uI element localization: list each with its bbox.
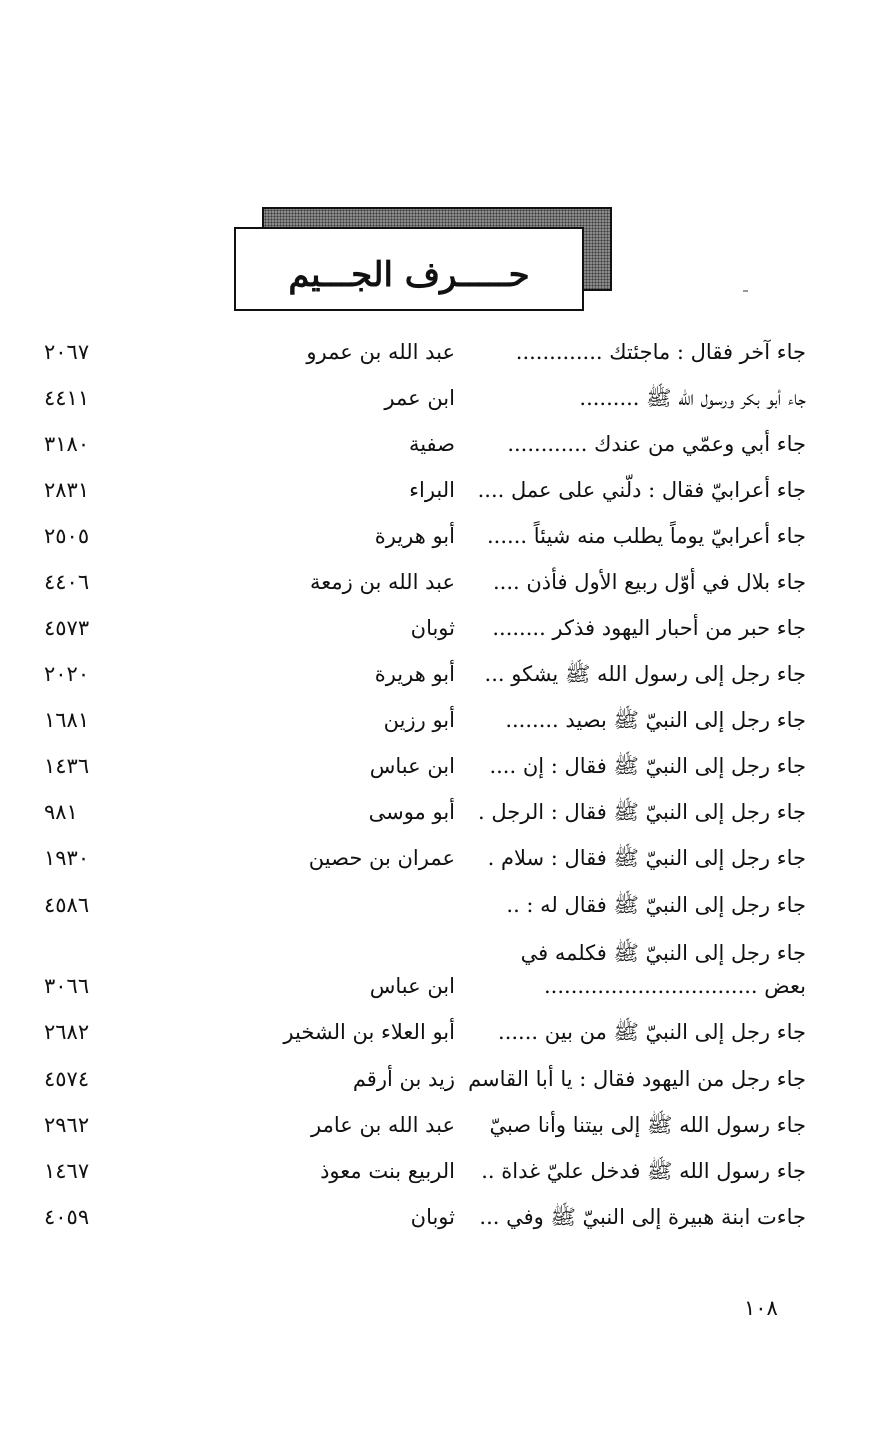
page-number: ١٠٨ bbox=[744, 1296, 778, 1320]
hadith-number: ٢٠٢٠ bbox=[44, 662, 90, 686]
hadith-number: ٤٤١١ bbox=[44, 386, 90, 410]
hadith-phrase: جاء آخر فقال : ماجئتك ............. bbox=[515, 340, 806, 364]
hadith-phrase: جاء أعرابيّ فقال : دلّني على عمل .... bbox=[477, 478, 806, 502]
hadith-number: ٢٩٦٢ bbox=[44, 1113, 90, 1137]
hadith-number: ٩٨١ bbox=[44, 800, 78, 824]
hadith-phrase: جاء رجل إلى النبيّ ﷺ فقال : إن .... bbox=[489, 754, 806, 778]
hadith-phrase: جاء رجل إلى النبيّ ﷺ فقال له : .. bbox=[506, 893, 806, 917]
index-row bbox=[0, 707, 891, 753]
index-row bbox=[0, 1066, 891, 1112]
narrator: عبد الله بن عمرو bbox=[306, 340, 455, 364]
index-row bbox=[0, 799, 891, 845]
hadith-phrase bbox=[521, 937, 806, 1003]
narrator: أبو رزين bbox=[383, 708, 455, 732]
narrator: ابن عباس bbox=[369, 754, 455, 778]
hadith-phrase: جاء رجل إلى النبيّ ﷺ من بين ...... bbox=[498, 1020, 806, 1044]
narrator: ثوبان bbox=[410, 616, 455, 640]
hadith-number: ٢٨٣١ bbox=[44, 478, 90, 502]
hadith-number: ٢٠٦٧ bbox=[44, 340, 90, 364]
narrator: ابن عباس bbox=[369, 974, 455, 998]
narrator: ثوبان bbox=[410, 1205, 455, 1229]
hadith-number: ١٤٣٦ bbox=[44, 754, 90, 778]
hadith-phrase: جاء رسول الله ﷺ إلى بيتنا وأنا صبيّ bbox=[489, 1113, 806, 1137]
hadith-number: ٤٠٥٩ bbox=[44, 1205, 90, 1229]
index-row bbox=[0, 845, 891, 891]
index-row bbox=[0, 385, 891, 431]
hadith-number: ٣٠٦٦ bbox=[44, 974, 90, 998]
hadith-phrase-line1: جاء رجل إلى النبيّ ﷺ فكلمه في bbox=[520, 941, 806, 965]
narrator: صفية bbox=[408, 432, 455, 456]
hadith-phrase: جاء بلال في أوّل ربيع الأول فأذن .... bbox=[492, 570, 806, 594]
hadith-number: ١٦٨١ bbox=[44, 708, 90, 732]
section-heading: حـــــرف الجـــيم bbox=[288, 255, 530, 295]
index-row bbox=[0, 892, 891, 938]
hadith-phrase: جاء رسول الله ﷺ فدخل عليّ غداة .. bbox=[481, 1159, 806, 1183]
index-row bbox=[0, 1112, 891, 1158]
hadith-phrase: جاء أبو بكر ورسول الله ﷺ ......... bbox=[579, 386, 806, 410]
hadith-phrase: جاء رجل إلى النبيّ ﷺ فقال : سلام . bbox=[487, 846, 806, 870]
hadith-number: ٤٥٨٦ bbox=[44, 893, 90, 917]
narrator: أبو موسى bbox=[368, 800, 455, 824]
hadith-phrase: جاء رجل إلى النبيّ ﷺ فقال : الرجل . bbox=[478, 800, 806, 824]
margin-mark bbox=[743, 290, 748, 292]
hadith-number: ١٩٣٠ bbox=[44, 846, 90, 870]
narrator: عمران بن حصين bbox=[308, 846, 455, 870]
hadith-phrase: جاء أبي وعمّي من عندك ............ bbox=[507, 432, 806, 456]
hadith-number: ٤٤٠٦ bbox=[44, 570, 90, 594]
narrator: عبد الله بن عامر bbox=[311, 1113, 455, 1137]
index-row-wrapped bbox=[0, 937, 891, 1007]
narrator: أبو العلاء بن الشخير bbox=[283, 1020, 455, 1044]
index-row bbox=[0, 615, 891, 661]
hadith-phrase: جاء رجل إلى رسول الله ﷺ يشكو ... bbox=[484, 662, 806, 686]
hadith-phrase: جاء رجل من اليهود فقال : يا أبا القاسم bbox=[468, 1067, 806, 1091]
narrator: زيد بن أرقم bbox=[352, 1067, 455, 1091]
narrator: عبد الله بن زمعة bbox=[310, 570, 455, 594]
index-row bbox=[0, 477, 891, 523]
narrator: أبو هريرة bbox=[374, 662, 455, 686]
index-row bbox=[0, 1158, 891, 1204]
index-row bbox=[0, 523, 891, 569]
index-row bbox=[0, 339, 891, 385]
index-row bbox=[0, 431, 891, 477]
hadith-number: ١٤٦٧ bbox=[44, 1159, 90, 1183]
hadith-phrase: جاء حبر من أحبار اليهود فذكر ........ bbox=[492, 616, 806, 640]
narrator: أبو هريرة bbox=[374, 524, 455, 548]
hadith-number: ٤٥٧٤ bbox=[44, 1067, 90, 1091]
hadith-number: ٢٥٠٥ bbox=[44, 524, 90, 548]
index-row bbox=[0, 1019, 891, 1065]
hadith-number: ٤٥٧٣ bbox=[44, 616, 90, 640]
narrator: البراء bbox=[409, 478, 455, 502]
narrator: الربيع بنت معوذ bbox=[320, 1159, 455, 1183]
hadith-number: ٣١٨٠ bbox=[44, 432, 90, 456]
hadith-phrase: جاءت ابنة هبيرة إلى النبيّ ﷺ وفي ... bbox=[479, 1205, 806, 1229]
hadith-phrase: جاء أعرابيّ يوماً يطلب منه شيئاً ...... bbox=[487, 524, 806, 548]
hadith-phrase-line2: بعض ................................ bbox=[544, 974, 806, 998]
hadith-number: ٢٦٨٢ bbox=[44, 1020, 90, 1044]
index-row bbox=[0, 753, 891, 799]
section-title-box bbox=[234, 227, 584, 311]
hadith-phrase: جاء رجل إلى النبيّ ﷺ بصيد ........ bbox=[505, 708, 806, 732]
index-row bbox=[0, 569, 891, 615]
index-row bbox=[0, 661, 891, 707]
narrator: ابن عمر bbox=[384, 386, 455, 410]
index-row bbox=[0, 1204, 891, 1250]
